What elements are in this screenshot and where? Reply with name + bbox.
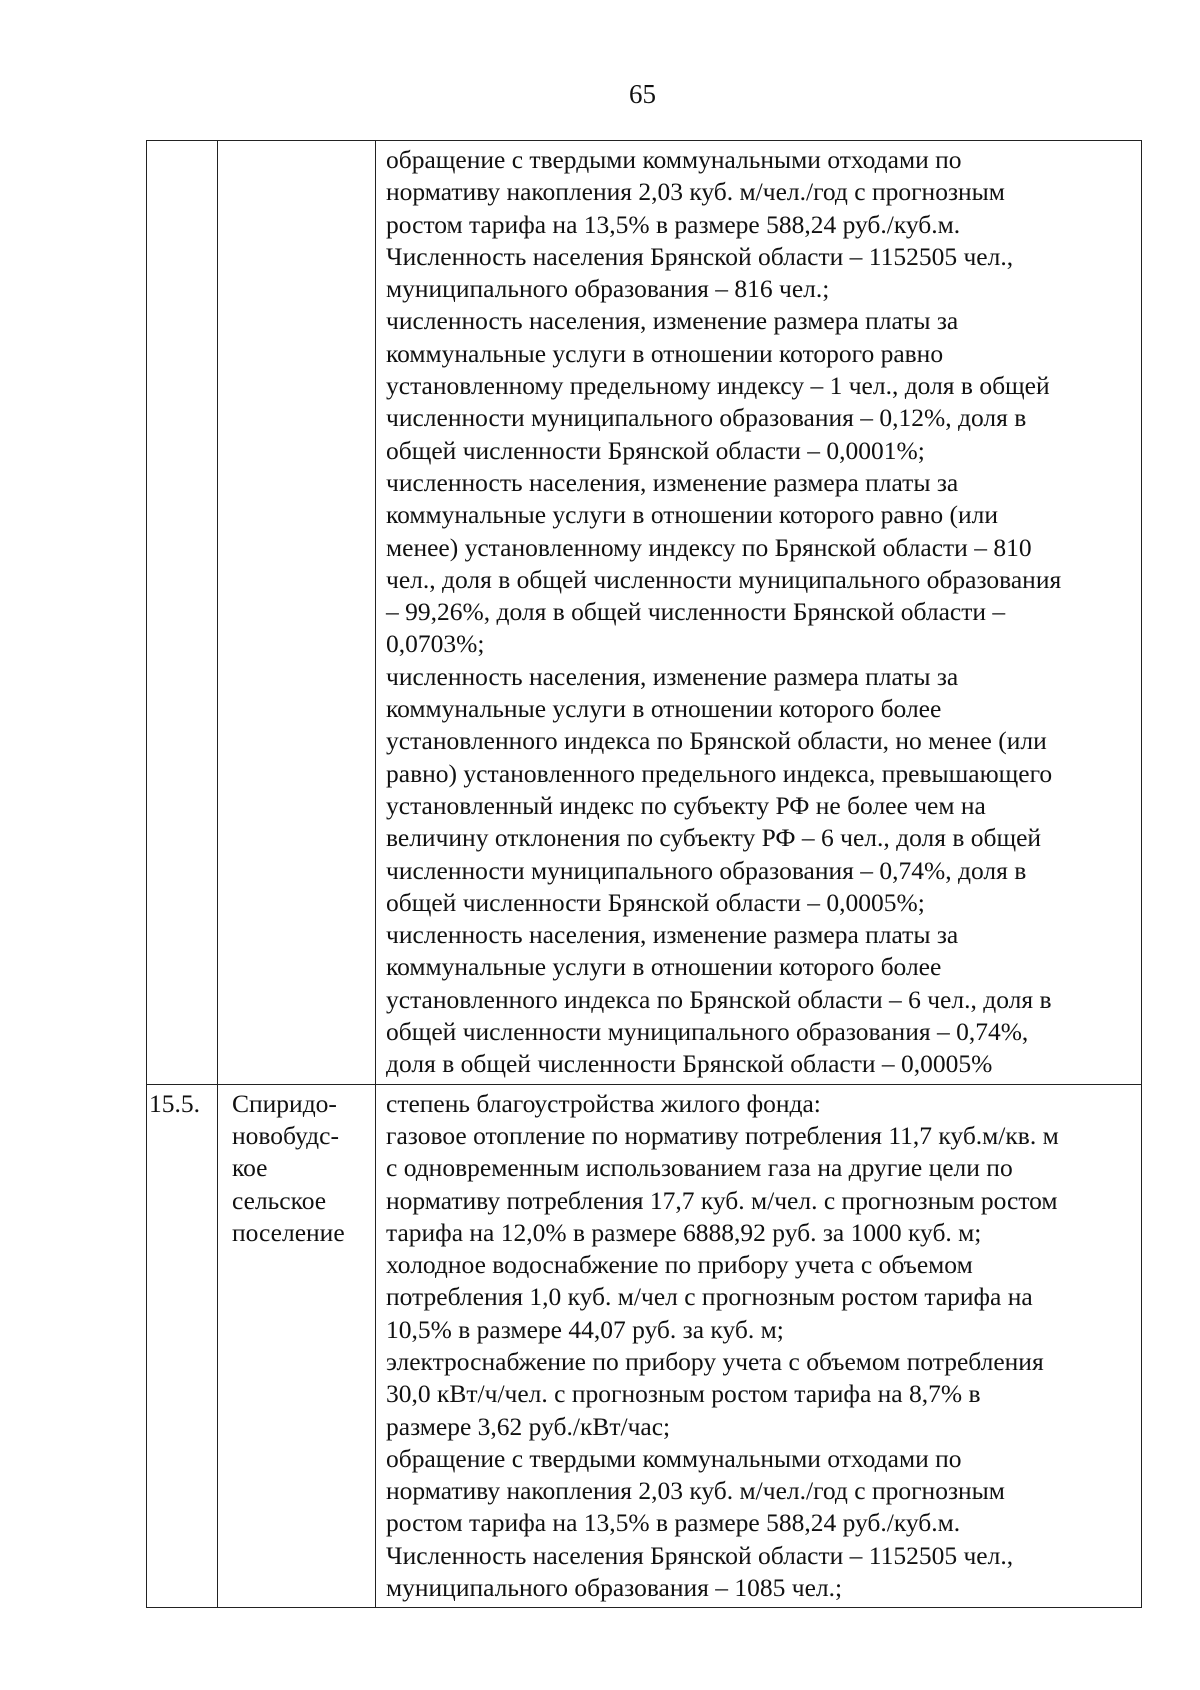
text-line: установленного индекса по Брянской области – 6 чел., доля в bbox=[386, 984, 1052, 1014]
settlement-name-cell bbox=[218, 1084, 376, 1608]
text-line: установленного индекса по Брянской области, но менее (или bbox=[386, 726, 1047, 756]
table-row bbox=[147, 1084, 1142, 1608]
text-line: численность населения, изменение размера платы за bbox=[386, 306, 959, 336]
text-line: равно) установленного предельного индекса, превышающего bbox=[386, 758, 1053, 788]
text-line: общей численности Брянской области – 0,0001%; bbox=[386, 435, 925, 465]
settlement-name bbox=[218, 1085, 375, 1252]
data-table bbox=[146, 140, 1142, 1608]
settlement-name-cell bbox=[218, 141, 376, 1085]
text-line: численности муниципального образования – 0,12%, доля в bbox=[386, 403, 1027, 433]
text-line: 0,0703%; bbox=[386, 629, 485, 659]
row-number: 15.5. bbox=[149, 1088, 200, 1118]
text-line: величину отклонения по субъекту РФ – 6 чел., доля в общей bbox=[386, 823, 1042, 853]
settlement-name bbox=[218, 141, 375, 147]
text-line: общей численности Брянской области – 0,0005%; bbox=[386, 887, 925, 917]
settlement-name-line: новобудс- bbox=[232, 1120, 339, 1150]
text-line: нормативу потребления 17,7 куб. м/чел. с прогнозным ростом bbox=[386, 1185, 1058, 1215]
text-line: установленный индекс по субъекту РФ не более чем на bbox=[386, 790, 986, 820]
settlement-name-line: кое bbox=[232, 1153, 268, 1183]
text-line: коммунальные услуги в отношении которого равно (или bbox=[386, 500, 998, 530]
table-row bbox=[147, 141, 1142, 1085]
text-line: муниципального образования – 1085 чел.; bbox=[386, 1573, 843, 1603]
settlement-name-line: сельское bbox=[232, 1185, 327, 1215]
description-text bbox=[376, 1085, 1141, 1608]
text-line: 10,5% в размере 44,07 руб. за куб. м; bbox=[386, 1314, 784, 1344]
description-text bbox=[376, 141, 1141, 1084]
text-line: – 99,26%, доля в общей численности Брянской области – bbox=[386, 597, 1006, 627]
text-line: Численность населения Брянской области – 1152505 чел., bbox=[386, 241, 1014, 271]
text-line: нормативу накопления 2,03 куб. м/чел./год с прогнозным bbox=[386, 1476, 1005, 1506]
text-line: доля в общей численности Брянской области – 0,0005% bbox=[386, 1049, 993, 1079]
text-line: ростом тарифа на 13,5% в размере 588,24 руб./куб.м. bbox=[386, 209, 961, 239]
text-line: степень благоустройства жилого фонда: bbox=[386, 1088, 821, 1118]
text-line: обращение с твердыми коммунальными отходами по bbox=[386, 145, 962, 174]
text-line: холодное водоснабжение по прибору учета с объемом bbox=[386, 1250, 973, 1280]
text-line: коммунальные услуги в отношении которого более bbox=[386, 952, 942, 982]
text-line: установленному предельному индексу – 1 чел., доля в общей bbox=[386, 371, 1050, 401]
text-line: численность населения, изменение размера платы за bbox=[386, 661, 959, 691]
text-line: обращение с твердыми коммунальными отходами по bbox=[386, 1443, 962, 1473]
text-line: численности муниципального образования – 0,74%, доля в bbox=[386, 855, 1027, 885]
description-cell bbox=[376, 141, 1142, 1085]
text-line: чел., доля в общей численности муниципального образования bbox=[386, 564, 1062, 594]
row-number-cell bbox=[147, 1084, 218, 1608]
text-line: тарифа на 12,0% в размере 6888,92 руб. за 1000 куб. м; bbox=[386, 1217, 982, 1247]
text-line: нормативу накопления 2,03 куб. м/чел./год с прогнозным bbox=[386, 177, 1005, 207]
text-line: коммунальные услуги в отношении которого более bbox=[386, 694, 942, 724]
description-cell bbox=[376, 1084, 1142, 1608]
text-line: коммунальные услуги в отношении которого равно bbox=[386, 338, 944, 368]
text-line: потребления 1,0 куб. м/чел с прогнозным ростом тарифа на bbox=[386, 1282, 1033, 1312]
settlement-name-line: Спиридо- bbox=[232, 1088, 337, 1118]
settlement-name-line: поселение bbox=[232, 1217, 345, 1247]
text-line: муниципального образования – 816 чел.; bbox=[386, 274, 830, 304]
text-line: численность населения, изменение размера платы за bbox=[386, 467, 959, 497]
text-line: менее) установленному индексу по Брянской области – 810 bbox=[386, 532, 1032, 562]
text-line: 30,0 кВт/ч/чел. с прогнозным ростом тарифа на 8,7% в bbox=[386, 1379, 981, 1409]
row-number-cell bbox=[147, 141, 218, 1085]
text-line: Численность населения Брянской области – 1152505 чел., bbox=[386, 1540, 1014, 1570]
text-line: с одновременным использованием газа на другие цели по bbox=[386, 1153, 1013, 1183]
text-line: общей численности муниципального образования – 0,74%, bbox=[386, 1017, 1029, 1047]
text-line: ростом тарифа на 13,5% в размере 588,24 руб./куб.м. bbox=[386, 1508, 961, 1538]
text-line: размере 3,62 руб./кВт/час; bbox=[386, 1411, 671, 1441]
text-line: электроснабжение по прибору учета с объемом потребления bbox=[386, 1346, 1044, 1376]
text-line: численность населения, изменение размера платы за bbox=[386, 920, 959, 950]
page-number: 65 bbox=[629, 79, 656, 109]
text-line: газовое отопление по нормативу потребления 11,7 куб.м/кв. м bbox=[386, 1120, 1059, 1150]
